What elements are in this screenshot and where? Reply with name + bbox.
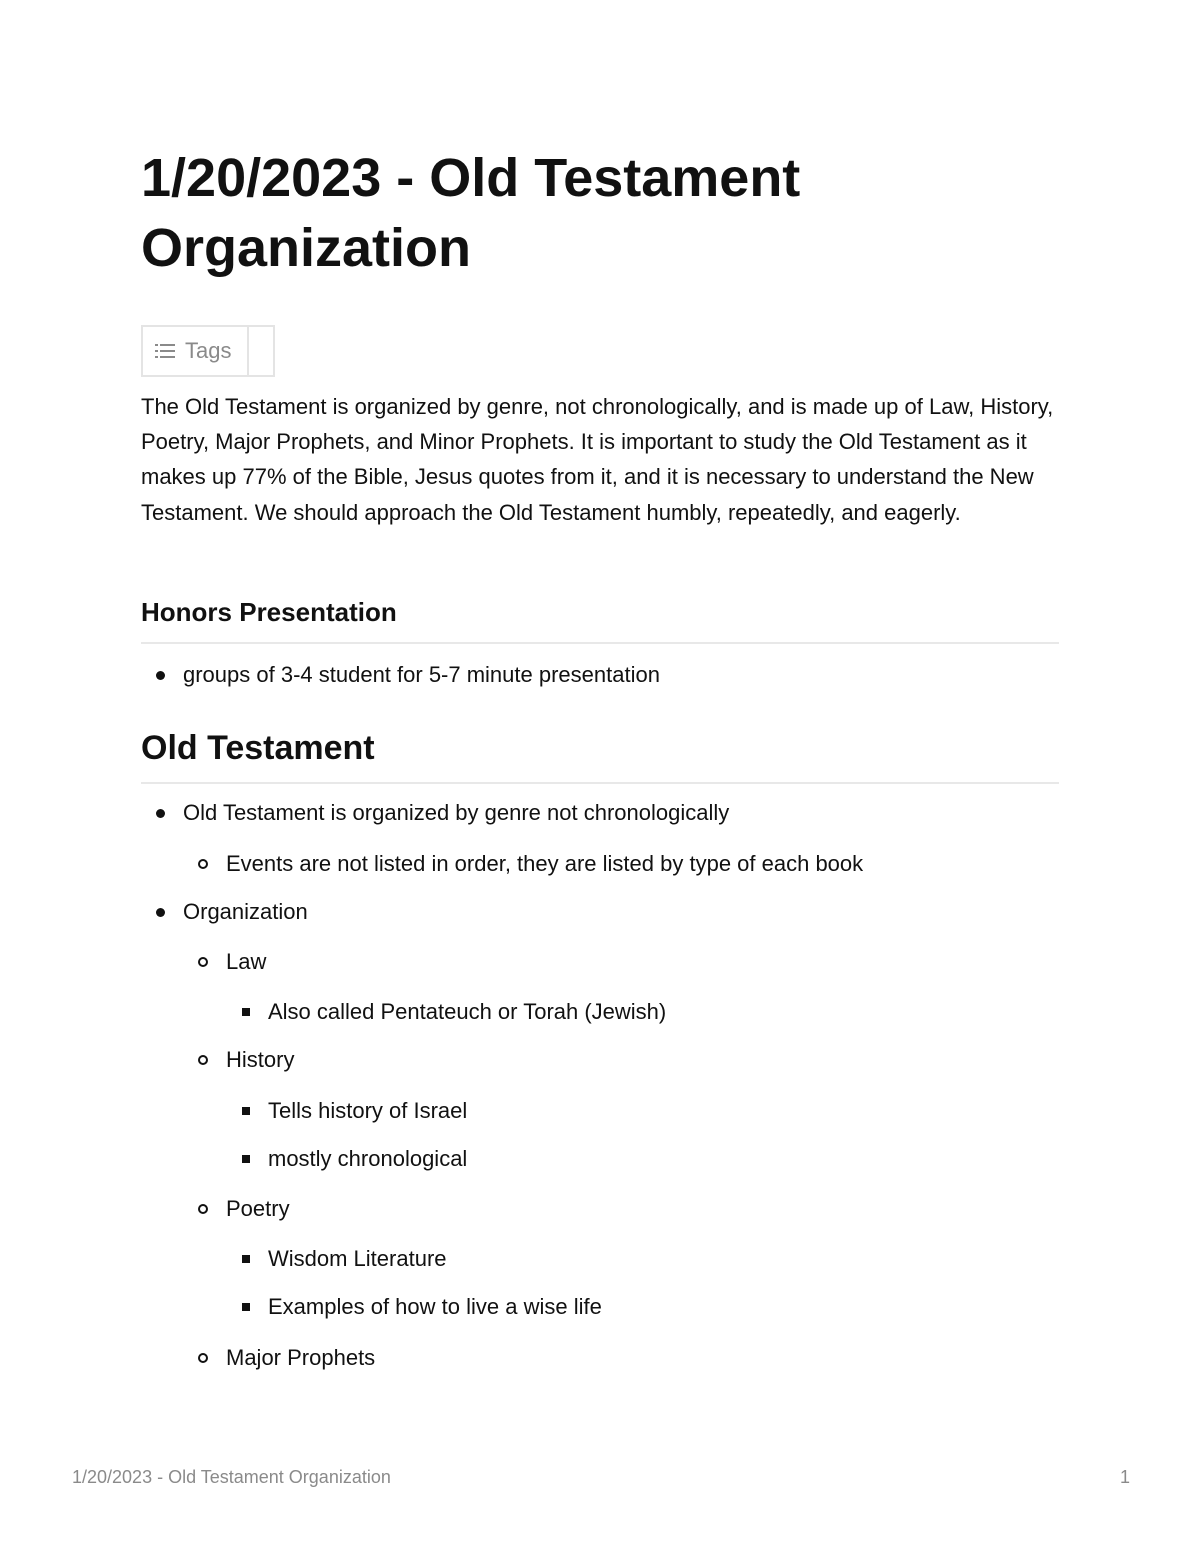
list-item: Organization (183, 899, 308, 924)
tags-value (249, 327, 273, 375)
bullet-circle (198, 1353, 208, 1363)
summary-paragraph: The Old Testament is organized by genre, not chronologically, and is made up of Law, History, Poetry, Major Prophets, and Minor Prophets. It is important to study the Old Testament as it makes up 77% of the Bible, Jesus quotes from it, and it is necessary to understand the New Testament. We should approach the Old Testament humbly, repeatedly, and eagerly. (141, 394, 1054, 525)
list-icon (155, 343, 175, 359)
bullet-square (242, 1107, 250, 1115)
bullet-disc (156, 908, 165, 917)
bullet-disc (156, 671, 165, 680)
footer-page-number: 1 (1119, 1467, 1130, 1487)
bullet-square (242, 1303, 250, 1311)
list-item: Wisdom Literature (268, 1246, 447, 1271)
heading-old-testament: Old Testament (141, 726, 1059, 784)
list-item: History (226, 1047, 295, 1072)
tags-label: Tags (185, 338, 232, 363)
bullet-square (242, 1008, 250, 1016)
list-item: groups of 3-4 student for 5-7 minute presentation (183, 662, 660, 687)
bullet-square (242, 1255, 250, 1263)
page-title: 1/20/2023 - Old Testament Organization (141, 148, 801, 278)
bullet-disc (156, 809, 165, 818)
list-item: mostly chronological (268, 1146, 468, 1171)
bullet-square (242, 1155, 250, 1163)
list-item: Events are not listed in order, they are listed by type of each book (226, 851, 864, 876)
list-item: Tells history of Israel (268, 1098, 468, 1123)
bullet-circle (198, 859, 208, 869)
footer-title: 1/20/2023 - Old Testament Organization (72, 1467, 391, 1487)
list-item: Law (226, 949, 267, 974)
list-item: Examples of how to live a wise life (268, 1294, 602, 1319)
list-item: Also called Pentateuch or Torah (Jewish) (268, 999, 667, 1024)
heading-honors-presentation: Honors Presentation (141, 594, 1059, 644)
list-item: Major Prophets (226, 1345, 376, 1370)
tags-property (141, 325, 275, 377)
list-item: Old Testament is organized by genre not chronologically (183, 800, 730, 825)
bullet-circle (198, 1204, 208, 1214)
tags-property-label (143, 327, 249, 375)
list-item: Poetry (226, 1196, 290, 1221)
bullet-circle (198, 1055, 208, 1065)
bullet-circle (198, 957, 208, 967)
